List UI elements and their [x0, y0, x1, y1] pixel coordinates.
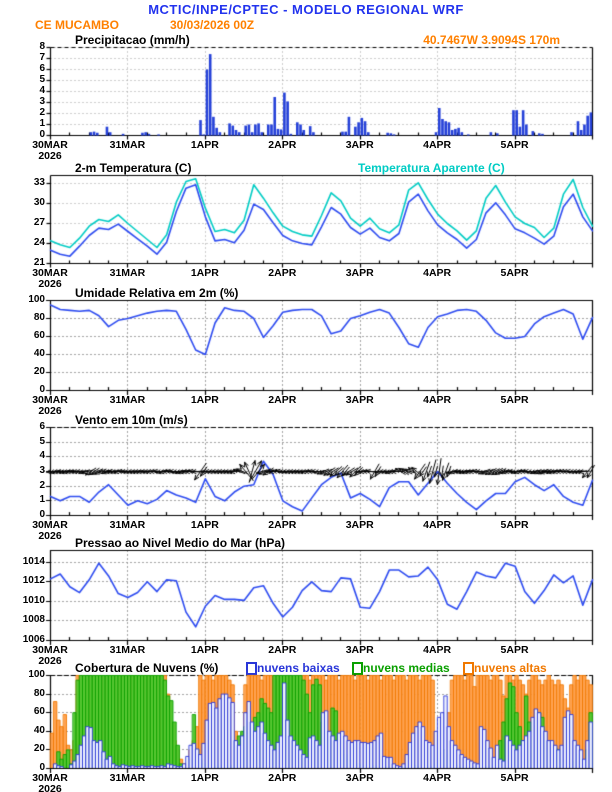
x-tick-label: 5APR — [500, 519, 529, 531]
y-tick-label: 3 — [39, 465, 45, 476]
y-tick-label: 100 — [28, 294, 45, 305]
y-tick-label: 60 — [33, 330, 45, 341]
x-tick-label: 31MAR — [109, 267, 146, 279]
x-tick-label: 2APR — [268, 519, 297, 531]
x-tick-label: 4APR — [423, 772, 452, 784]
y-tick-label: 5 — [39, 436, 45, 447]
y-tick-label: 30 — [33, 197, 45, 208]
x-tick-label: 2APR — [268, 139, 297, 151]
x-tick-label: 4APR — [423, 267, 452, 279]
y-tick-label: 1 — [39, 118, 45, 129]
x-tick-label: 3APR — [345, 519, 374, 531]
x-tick-label: 2APR — [268, 772, 297, 784]
x-tick-label: 31MAR — [109, 772, 146, 784]
y-tick-label: 80 — [33, 688, 45, 699]
x-tick-label: 5APR — [500, 139, 529, 151]
x-tick-label: 30MAR — [32, 139, 68, 151]
y-tick-label: 1008 — [22, 614, 45, 625]
x-tick-label: 31MAR — [109, 519, 146, 531]
y-tick-label: 80 — [33, 312, 45, 323]
y-tick-label: 6 — [39, 63, 45, 74]
y-tick-label: 20 — [33, 366, 45, 377]
x-year-label: 2026 — [38, 150, 62, 162]
y-tick-label: 60 — [33, 706, 45, 717]
x-tick-label: 31MAR — [109, 139, 146, 151]
x-tick-label: 2APR — [268, 394, 297, 406]
y-tick-label: 27 — [33, 217, 45, 228]
x-tick-label: 5APR — [500, 267, 529, 279]
x-tick-label: 30MAR — [32, 394, 68, 406]
x-year-label: 2026 — [38, 655, 62, 667]
x-year-label: 2026 — [38, 405, 62, 417]
y-tick-label: 4 — [39, 85, 45, 96]
y-tick-label: 1006 — [22, 634, 45, 645]
x-tick-label: 30MAR — [32, 267, 68, 279]
y-tick-label: 8 — [39, 41, 45, 52]
x-tick-label: 30MAR — [32, 772, 68, 784]
x-tick-label: 1APR — [190, 772, 219, 784]
x-year-label: 2026 — [38, 783, 62, 792]
y-tick-label: 40 — [33, 725, 45, 736]
y-tick-label: 1010 — [22, 595, 45, 606]
y-tick-label: 100 — [28, 669, 45, 680]
x-tick-label: 1APR — [190, 644, 219, 656]
x-tick-label: 3APR — [345, 772, 374, 784]
y-tick-label: 21 — [33, 257, 45, 268]
x-tick-label: 4APR — [423, 519, 452, 531]
x-tick-label: 4APR — [423, 394, 452, 406]
x-tick-label: 5APR — [500, 644, 529, 656]
x-year-label: 2026 — [38, 278, 62, 290]
x-tick-label: 3APR — [345, 644, 374, 656]
x-year-label: 2026 — [38, 530, 62, 542]
y-tick-label: 0 — [39, 129, 45, 140]
y-tick-label: 6 — [39, 421, 45, 432]
y-tick-label: 2 — [39, 107, 45, 118]
x-tick-label: 30MAR — [32, 519, 68, 531]
x-tick-label: 1APR — [190, 267, 219, 279]
y-tick-label: 20 — [33, 743, 45, 754]
y-tick-label: 1012 — [22, 575, 45, 586]
x-tick-label: 31MAR — [109, 394, 146, 406]
x-tick-label: 2APR — [268, 267, 297, 279]
x-tick-label: 3APR — [345, 139, 374, 151]
y-tick-label: 33 — [33, 177, 45, 188]
x-tick-label: 3APR — [345, 267, 374, 279]
x-tick-label: 3APR — [345, 394, 374, 406]
x-tick-label: 1APR — [190, 139, 219, 151]
y-tick-label: 4 — [39, 450, 45, 461]
x-tick-label: 31MAR — [109, 644, 146, 656]
y-tick-label: 2 — [39, 480, 45, 491]
y-tick-label: 1 — [39, 494, 45, 505]
x-tick-label: 5APR — [500, 394, 529, 406]
x-tick-label: 1APR — [190, 394, 219, 406]
y-tick-label: 7 — [39, 52, 45, 63]
x-tick-label: 30MAR — [32, 644, 68, 656]
x-tick-label: 4APR — [423, 644, 452, 656]
y-tick-label: 0 — [39, 762, 45, 773]
y-tick-label: 0 — [39, 384, 45, 395]
y-tick-label: 5 — [39, 74, 45, 85]
x-tick-label: 1APR — [190, 519, 219, 531]
y-tick-label: 40 — [33, 348, 45, 359]
y-tick-label: 3 — [39, 96, 45, 107]
x-tick-label: 5APR — [500, 772, 529, 784]
y-tick-label: 1014 — [22, 556, 45, 567]
y-tick-label: 0 — [39, 509, 45, 520]
y-tick-label: 24 — [33, 237, 45, 248]
x-tick-label: 2APR — [268, 644, 297, 656]
x-tick-label: 4APR — [423, 139, 452, 151]
